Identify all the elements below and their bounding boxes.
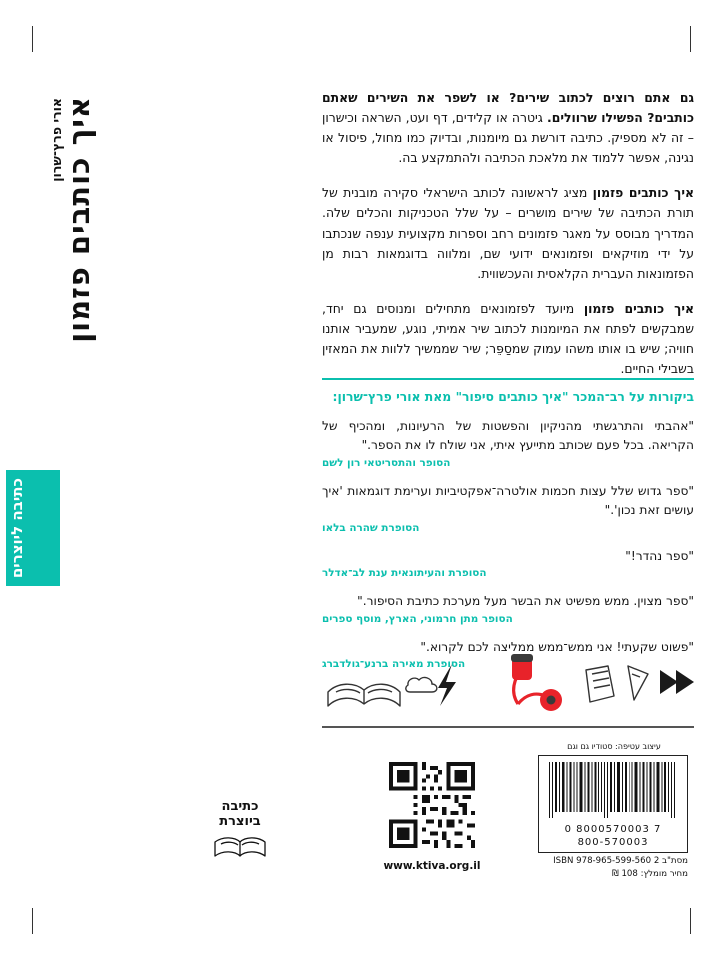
review-attribution: הסופר והתסריטאי רון לשם [322,456,451,469]
barcode-box [538,755,688,853]
qr-block [372,762,492,872]
review-item [322,417,694,469]
design-credit: עיצוב עטיפה: סטודיו גם וגם [567,742,661,751]
blurb-body: מיועד לפזמונאים מתחילים ומנוסים גם יחד, שמבקשים לפתח את המיומנות לכתוב שיר אמיתי, נוגע, שמעביר אותנו חוויה; שיש בו אותו משהו עמוק שמסַפֵּר; שיר שממשיך ללוות את המאזין בשבילי החיים. [322,300,694,377]
crop-mark-top-right-v [690,26,691,52]
publisher-logo-line2: ביוצרת [219,813,261,829]
blurb-lead: גם אתם רוצים לכתוב שירים? או לשפר את השירים שאתם כותבים? הפשילו שרוולים. [322,90,695,126]
reviews-heading: ביקורות על רב־המכר "איך כותבים סיפור" מאת אורי פרץ־שרון: [332,388,694,404]
book-spine [32,96,94,696]
publisher-logo-line1: כתיבה [221,799,259,814]
publisher-logo [180,800,300,864]
review-attribution: הסופרת שהרה בלאו [322,521,420,534]
review-quote: "ספר נהדר!" [625,548,694,563]
blurb-paragraph [322,183,694,283]
fast-forward-icon [660,670,694,694]
lightning-bolt-icon [438,664,456,706]
qr-code-icon[interactable] [389,762,475,848]
review-item [322,592,694,625]
blurb-paragraph [322,299,694,379]
isbn-line: מסת"ב 2 ISBN 978-965-599-560 [553,856,688,866]
review-quote: "פשוט שקעתי! אני ממש־ממש ממליצה לכם לקרוא." [420,639,694,654]
section-divider-top [322,378,694,380]
review-item [322,482,694,534]
blurb-paragraph [322,88,694,168]
blurb-lead: איך כותבים פזמון [583,300,694,316]
cloud-icon [406,677,437,692]
website-url[interactable]: www.ktiva.org.il [383,860,481,872]
reviews-section [322,378,694,683]
blurb-body: גיטרה או קלידים, דף ועט, השראה וכישרון – זה לא מספיק. כתיבה דורשת גם מיומנות, ובדיוק כמו מחול, פיסול או נגינה, אפשר ללמוד את מלאכת הכתיבה ולהתמקצע בה. [322,110,694,166]
review-attribution: הסופרת והעיתונאית ענת לב־אדלר [322,567,487,580]
barcode-number-top: 0 8000570003 7 [564,824,662,835]
section-divider-bottom [322,726,694,728]
spine-publisher-badge [6,470,60,586]
review-item [322,547,694,580]
spine-author: אורי פרץ־שרון [48,98,64,182]
illustration-svg [322,648,694,718]
review-quote: "אהבתי והתרגשתי מהניקיון והפשטות של הרעיונות, ומהכיף של הקריאה. בכל פעם שכותב מתייעץ איתי, אני שולח לו את הספר." [322,418,694,453]
barcode-block [534,742,694,879]
blurb-lead: איך כותבים פזמון [592,185,694,201]
crop-mark-bottom-right-v [690,908,691,934]
review-quote: "ספר גדוש שלל עצות חכמות אולטרה־אפקטיביות וערימת דוגמאות 'איך עושים זאת נכון'." [322,483,694,518]
paper-sheets-icon [586,666,648,702]
crop-mark-top-left-v [32,26,33,52]
earbuds-icon [511,654,562,711]
spine-publisher-label: כתיבה ליוצרים [8,478,26,579]
open-book-logo-icon [211,834,269,860]
review-quote: "ספר מצוין. ממש מפשיט את הבשר מעל מערכת כתיבת הסיפור." [357,594,694,609]
blurb-body: מציג לראשונה לכותב הישראלי סקירה מובנית של תורת הכתיבה של שירים מושרים – על שלל הטכניקות והכלים שלה. המדריך מבוסס על מאגר פזמונים רחב וספרות מקצועית ענפה שנכתבו על ידי מוזיקאים ופזמונאים ידועי שם, ומלווה בדוגמאות רבות מן הפזמונאות העברית הקלאסית והעכשווית. [322,185,694,281]
open-book-icon [328,684,400,706]
price-line: מחיר מומלץ: 108 ₪ [611,869,688,879]
back-cover-copy [322,88,694,394]
barcode-number-bottom: 800-570003 [577,837,649,848]
review-attribution: הסופר מתן חרמוני, הארץ, מוסף ספרים [322,612,513,625]
crop-mark-bottom-left-v [32,908,33,934]
illustration-strip [322,648,694,718]
spine-title: איך כותבים פזמון [62,96,96,343]
review-attribution: הסופרת מאירה ברנע־גולדברג [322,658,466,671]
barcode-icon [547,762,679,818]
